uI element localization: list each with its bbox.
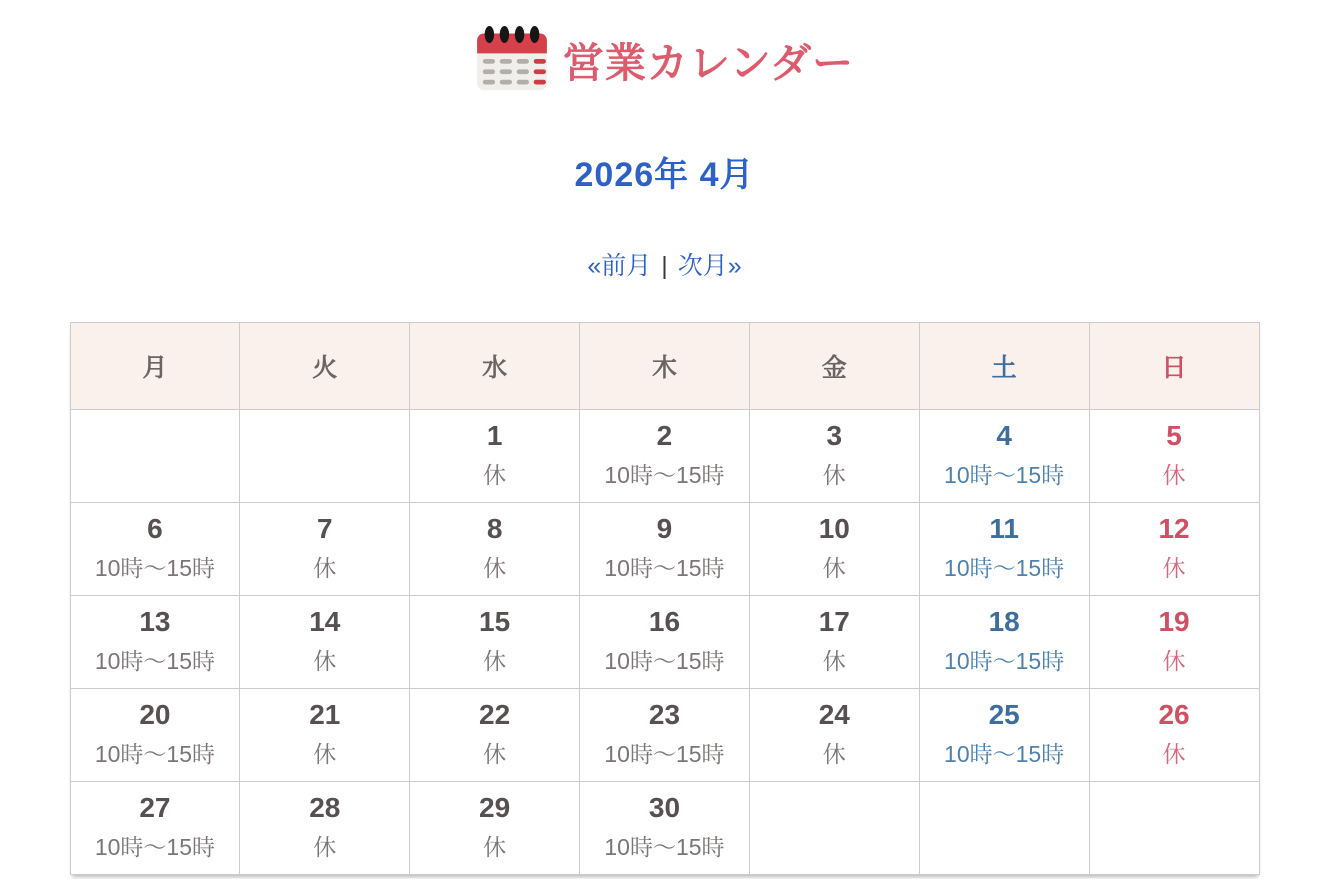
day-number: 6 [147, 513, 163, 544]
day-status: 10時〜15時 [604, 833, 725, 860]
weekday-header-sunday-日: 日 [1089, 323, 1259, 410]
day-cell-13 [70, 596, 240, 689]
day-cell-30 [580, 782, 750, 875]
day-status: 10時〜15時 [94, 647, 215, 674]
day-status: 10時〜15時 [944, 461, 1065, 488]
day-status: 10時〜15時 [94, 554, 215, 581]
week-row [70, 410, 1259, 503]
weekday-header-weekday-木: 木 [580, 323, 750, 410]
month-nav [0, 246, 1329, 282]
day-number: 27 [139, 792, 171, 823]
day-status: 休 [483, 833, 507, 860]
day-status: 10時〜15時 [94, 740, 215, 767]
day-cell-20 [70, 689, 240, 782]
day-status: 10時〜15時 [944, 554, 1065, 581]
day-number: 4 [996, 420, 1012, 451]
day-cell-3 [749, 410, 919, 503]
day-number: 12 [1158, 513, 1190, 544]
day-number: 30 [648, 792, 681, 823]
day-status: 休 [822, 740, 846, 767]
day-cell-25 [919, 689, 1089, 782]
week-row [70, 596, 1259, 689]
prev-month-link[interactable]: «前月 [587, 252, 652, 280]
week-row [70, 503, 1259, 596]
day-cell-1 [410, 410, 580, 503]
day-cell-26 [1089, 689, 1259, 782]
day-cell-29 [410, 782, 580, 875]
week-row [70, 689, 1259, 782]
day-cell-18 [919, 596, 1089, 689]
day-cell-27 [70, 782, 240, 875]
day-number: 18 [988, 606, 1020, 637]
spiral-calendar-icon [475, 26, 549, 92]
day-cell-5 [1089, 410, 1259, 503]
day-number: 24 [818, 699, 850, 730]
day-cell-empty [1089, 782, 1259, 875]
day-cell-17 [749, 596, 919, 689]
day-number: 26 [1158, 699, 1190, 730]
day-status: 休 [313, 833, 337, 860]
day-cell-empty [919, 782, 1089, 875]
day-status: 休 [313, 740, 337, 767]
day-number: 25 [988, 699, 1020, 730]
day-number: 5 [1166, 420, 1182, 451]
day-status: 休 [483, 647, 507, 674]
day-status: 10時〜15時 [604, 740, 725, 767]
day-status: 休 [822, 461, 846, 488]
day-cell-22 [410, 689, 580, 782]
day-number: 29 [479, 792, 511, 823]
day-number: 11 [989, 513, 1019, 544]
day-cell-15 [410, 596, 580, 689]
weekday-header-weekday-水: 水 [410, 323, 580, 410]
next-month-link[interactable]: 次月» [677, 252, 742, 280]
weekday-header-weekday-金: 金 [749, 323, 919, 410]
day-cell-19 [1089, 596, 1259, 689]
day-cell-24 [749, 689, 919, 782]
day-number: 3 [826, 420, 843, 451]
day-number: 10 [818, 513, 850, 544]
month-title: 2026年 4月 [574, 156, 755, 194]
day-status: 休 [313, 647, 337, 674]
page-title [475, 26, 854, 92]
day-status: 10時〜15時 [94, 833, 215, 860]
day-cell-2 [580, 410, 750, 503]
day-cell-8 [410, 503, 580, 596]
day-number: 9 [656, 513, 673, 544]
weekday-header-weekday-火: 火 [240, 323, 410, 410]
day-status: 休 [822, 554, 846, 581]
day-number: 19 [1158, 606, 1190, 637]
day-number: 2 [656, 420, 673, 451]
day-cell-12 [1089, 503, 1259, 596]
day-cell-16 [580, 596, 750, 689]
day-number: 13 [139, 606, 171, 637]
weekday-header-weekday-月: 月 [70, 323, 240, 410]
day-status: 休 [1162, 647, 1186, 674]
day-number: 22 [479, 699, 511, 730]
weekday-header-saturday-土: 土 [919, 323, 1089, 410]
day-cell-14 [240, 596, 410, 689]
day-number: 23 [648, 699, 681, 730]
day-cell-empty [240, 410, 410, 503]
day-cell-empty [70, 410, 240, 503]
day-status: 10時〜15時 [944, 647, 1065, 674]
day-number: 28 [309, 792, 341, 823]
day-status: 休 [822, 647, 846, 674]
day-status: 休 [313, 554, 337, 581]
calendar-body [70, 410, 1259, 875]
day-status: 10時〜15時 [604, 461, 725, 488]
day-number: 14 [309, 606, 341, 637]
day-status: 休 [483, 461, 507, 488]
week-row [70, 782, 1259, 875]
day-number: 21 [309, 699, 341, 730]
nav-separator: | [661, 252, 668, 280]
day-cell-23 [580, 689, 750, 782]
day-number: 7 [316, 513, 333, 544]
day-status: 休 [483, 740, 507, 767]
day-status: 休 [483, 554, 507, 581]
site-title-text: 営業カレンダー [562, 39, 855, 86]
day-number: 1 [486, 420, 503, 451]
day-status: 10時〜15時 [944, 740, 1065, 767]
day-cell-21 [240, 689, 410, 782]
day-number: 17 [818, 606, 850, 637]
business-calendar-table [70, 322, 1260, 875]
day-status: 休 [1162, 554, 1186, 581]
day-cell-10 [749, 503, 919, 596]
day-status: 休 [1162, 740, 1186, 767]
day-status: 10時〜15時 [604, 647, 725, 674]
day-status: 休 [1162, 461, 1186, 488]
day-number: 16 [648, 606, 681, 637]
weekday-row [70, 323, 1259, 410]
day-cell-6 [70, 503, 240, 596]
day-cell-28 [240, 782, 410, 875]
day-cell-empty [749, 782, 919, 875]
day-number: 8 [486, 513, 503, 544]
day-number: 20 [139, 699, 171, 730]
day-number: 15 [479, 606, 511, 637]
day-cell-7 [240, 503, 410, 596]
site-header [0, 26, 1329, 97]
day-cell-9 [580, 503, 750, 596]
day-cell-4 [919, 410, 1089, 503]
day-status: 10時〜15時 [604, 554, 725, 581]
day-cell-11 [919, 503, 1089, 596]
